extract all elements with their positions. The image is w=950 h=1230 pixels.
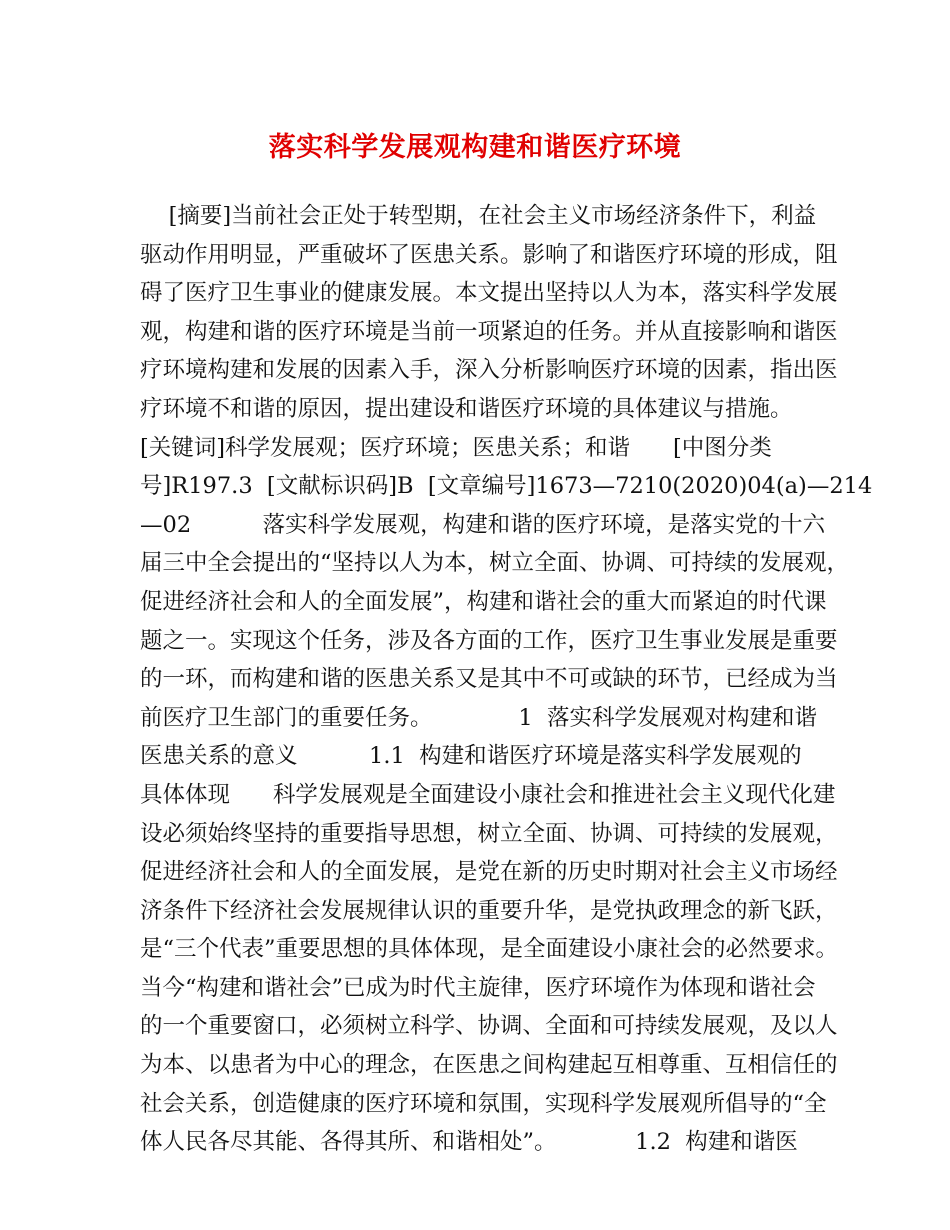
text-line: 题之一。实现这个任务，涉及各方面的工作，医疗卫生事业发展是重要 bbox=[140, 627, 838, 654]
text-line: 社会关系，创造健康的医疗环境和氛围，实现科学发展观所倡导的“全 bbox=[140, 1090, 827, 1117]
text-line: [摘要]当前社会正处于转型期，在社会主义市场经济条件下，利益 bbox=[140, 203, 817, 229]
text-line: 促进经济社会和人的全面发展，是党在新的历史时期对社会主义市场经 bbox=[140, 859, 838, 886]
text-line: —02 落实科学发展观，构建和谐的医疗环境，是落实党的十六 bbox=[140, 511, 826, 538]
text-line: 是“三个代表”重要思想的具体体现，是全面建设小康社会的必然要求。 bbox=[140, 936, 839, 963]
text-line: 济条件下经济社会发展规律认识的重要升华，是党执政理念的新飞跃， bbox=[140, 897, 838, 924]
text-line: [关键词]科学发展观；医疗环境；医患关系；和谐 [中图分类 bbox=[140, 434, 772, 461]
text-line: 碍了医疗卫生事业的健康发展。本文提出坚持以人为本，落实科学发展 bbox=[140, 280, 838, 307]
text-line: 体人民各尽其能、各得其所、和谐相处”。 1.2 构建和谐医 bbox=[140, 1129, 798, 1156]
text-line: 驱动作用明显，严重破坏了医患关系。影响了和谐医疗环境的形成，阻 bbox=[140, 241, 838, 268]
text-line: 促进经济社会和人的全面发展”，构建和谐社会的重大而紧迫的时代课 bbox=[140, 588, 827, 615]
text-line: 疗环境构建和发展的因素入手，深入分析影响医疗环境的因素，指出医 bbox=[140, 357, 838, 384]
text-line: 具体体现 科学发展观是全面建设小康社会和推进社会主义现代化建 bbox=[140, 781, 836, 808]
text-line: 的一个重要窗口，必须树立科学、协调、全面和可持续发展观，及以人 bbox=[140, 1013, 838, 1040]
text-line: 前医疗卫生部门的重要任务。 1 落实科学发展观对构建和谐 bbox=[140, 704, 817, 731]
text-line: 当今“构建和谐社会”已成为时代主旋律，医疗环境作为体现和谐社会 bbox=[140, 974, 816, 1001]
body-text bbox=[140, 197, 873, 1162]
text-line: 的一环，而构建和谐的医患关系又是其中不可或缺的环节，已经成为当 bbox=[140, 666, 838, 693]
text-line: 为本、以患者为中心的理念，在医患之间构建起互相尊重、互相信任的 bbox=[140, 1052, 838, 1079]
page-title: 落实科学发展观构建和谐医疗环境 bbox=[268, 132, 682, 163]
text-line: 号]R197.3 [文献标识码]B [文章编号]1673—7210(2020)04(a)—214 bbox=[140, 473, 873, 500]
text-line: 疗环境不和谐的原因，提出建设和谐医疗环境的具体建议与措施。 bbox=[140, 395, 793, 422]
text-line: 届三中全会提出的“坚持以人为本，树立全面、协调、可持续的发展观， bbox=[140, 550, 850, 577]
text-line: 观，构建和谐的医疗环境是当前一项紧迫的任务。并从直接影响和谐医 bbox=[140, 318, 838, 345]
text-line: 医患关系的意义 1.1 构建和谐医疗环境是落实科学发展观的 bbox=[140, 743, 802, 770]
text-line: 设必须始终坚持的重要指导思想，树立全面、协调、可持续的发展观， bbox=[140, 820, 838, 847]
